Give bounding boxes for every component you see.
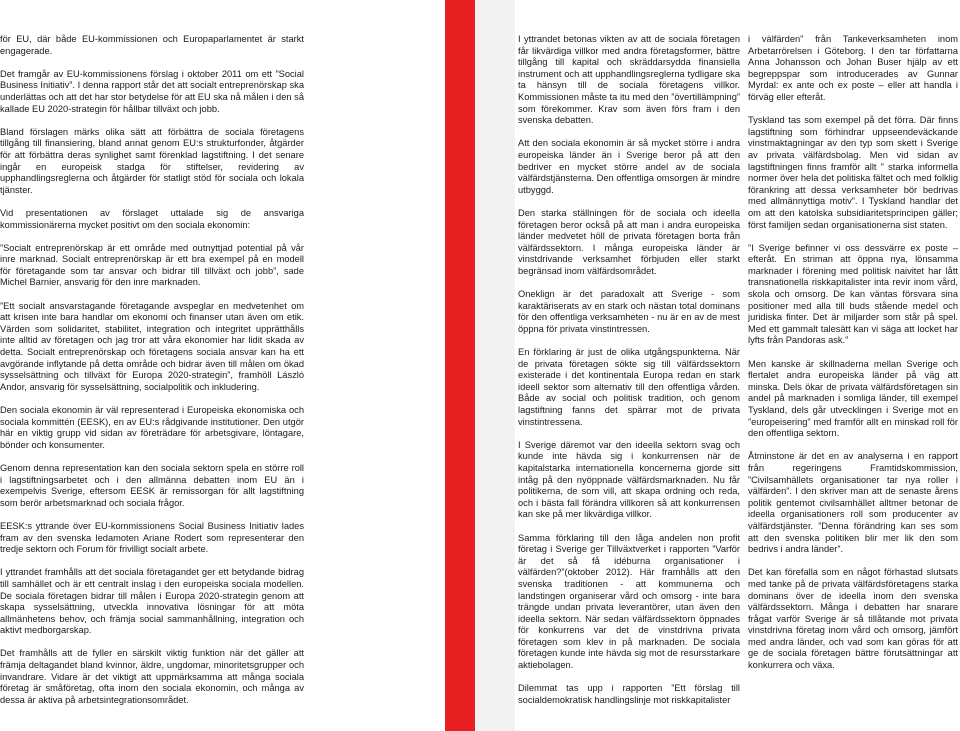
right-page xyxy=(515,0,960,731)
paragraph: Vid presentationen av förslaget uttalade sig de ansvariga kommissionärerna mycket positivt om den sociala ekonomin: xyxy=(0,207,304,230)
paragraph: Tyskland tas som exempel på det förra. Där finns lagstiftning som förhindrar uppseendeväckande vinstmaktagningar av den typ som skett i Sverige av privata välfärdsbolag. Men vid sidan av lagstiftningen finns framför allt ” starka informella normer över hela det politiska fältet och med folklig förankring att dessa verksamheter bör bedrivas med allmännyttiga motiv”. I Tyskland handlar det om att den katolska subsidiaritetsprincipen gäller; först familjen sedan organisationerna sist staten. xyxy=(748,115,958,230)
right-text-column xyxy=(748,34,958,683)
paragraph: Den starka ställningen för de sociala och ideella företagen beror också på att man i andra europeiska länder medvetet höll de privata företagen borta från välfärdssektorn. I många europeiska länder är vinstdrivande verksamhet förbjuden eller starkt begränsad inom välfärdsområdet. xyxy=(518,207,740,276)
paragraph: EESK:s yttrande över EU-kommissionens Social Business Initiativ lades fram av den svenska ledamoten Ariane Rodert som representerar den tredje sektorn och Forum för frivilligt socialt arbete. xyxy=(0,520,304,555)
paragraph: Det kan förefalla som en något förhastad slutsats med tanke på de privata välfärdsföretagens starka dominans över de ideella inom den svenska välfärdssektorn. Många i debatten har snarare frågat varför Sverige är så tillåtande mot privata vinstdrivna företag inom vård och omsorg, jämfört med andra länder, och vad som kan göras för att ge de sociala företagen bättre förutsättningar att konkurrera och växa. xyxy=(748,567,958,671)
left-page xyxy=(0,0,445,731)
paragraph: Dilemmat tas upp i rapporten ”Ett förslag till socialdemokratisk handlingslinje mot riskkapitalister xyxy=(518,683,740,705)
paragraph: ”Socialt entreprenörskap är ett område med outnyttjad potential på vår inre marknad. Socialt entreprenörskap är ett bra exempel på en modell för företagande som tar ansvar och bidrar till tillväxt och jobb”, sade Michel Barnier, ansvarig för den inre marknaden. xyxy=(0,242,304,288)
paragraph: ”I Sverige befinner vi oss dessvärre ex poste – efteråt. En striman att öppna nya, lönsamma marknader i förening med politisk naivitet har lått transnationella riskkapitalister inta revir inom vård, skola och omsorg. De kan väntas försvara sina positioner med alla till buds stående medel och juridiska finter. Det är miljarder som står på spel. Med ett gammalt talesätt kan vi säga att locket har lyfts från Pandoras ask.” xyxy=(748,242,958,346)
paragraph: i välfärden” från Tankeverksamheten inom Arbetarrörelsen i Göteborg. I den tar författarna Anna Johansson och Johan Buser hjälp av ett begreppspar som introducerades av Gunnar Myrdal: ex ante och ex poste – eller att handla i förväg eller efteråt. xyxy=(748,34,958,102)
paragraph: Genom denna representation kan den sociala sektorn spela en större roll i lagstiftningsarbetet och i den allmänna debatten inom EU än i exempelvis Sverige, eftersom EESK är remissorgan för allt lagstiftning som berör arbetsmarknad och sociala frågor. xyxy=(0,462,304,508)
paragraph: Samma förklaring till den låga andelen non profit företag i Sverige ger Tillväxtverket i rapporten ”Varför är det så få idéburna organisationer i välfärden?”(oktober 2012). Här framhålls att den svenska traditionen - att kommunerna och landstingen organiserar vård och omsorg - inte bara trängde undan privata leverantörer, utan även den ideella sektorn. När sedan välfärdssektorn öppnades för konkurrens var det de vinstdrivna privata företagen som klev in på marknaden. De sociala företagen kunde inte hävda sig mot de resursstarkare aktiebolagen. xyxy=(518,532,740,671)
left-text-column xyxy=(0,34,304,718)
paragraph: I yttrandet betonas vikten av att de sociala företagen får likvärdiga villkor med andra företagsformer, bättre tillgång till kapital och skräddarsydda finansiella instrument och att upphandlingsreglerna tydligare ska ta hänsyn till de sociala företagens villkor. Kommissionen måste ta itu med den ”övertillämpning” som förekommer. Krav som även förs fram i den svenska debatten. xyxy=(518,34,740,126)
paragraph: Den sociala ekonomin är väl representerad i Europeiska ekonomiska och sociala kommittén (EESK), en av EU:s rådgivande institutioner. Den utgör här en viktig grupp vid sidan av företrädare för arbetsgivare, löntagare, bönder och konsumenter. xyxy=(0,405,304,450)
paragraph: Det framhålls att de fyller en särskilt viktig funktion när det gäller att främja deltagandet bland kvinnor, äldre, ungdomar, minoritetsgrupper och invandrare. Vidare är det viktigt att uppmärksamma att många sociala företag är småföretag, ofta inom den sociala ekonomin, och många av dessa är aktiva på arbetsintegrationsområdet. xyxy=(0,648,304,705)
page-gutter xyxy=(475,0,515,731)
paragraph: Det framgår av EU-kommissionens förslag i oktober 2011 om ett ”Social Business Initiativ”. I denna rapport står det att socialt entreprenörskap ska underlättas och att det har stor betydelse för att EU ska nå målen i den så kallade EU 2020-strategin för hållbar tillväxt och jobb. xyxy=(0,68,304,114)
paragraph: för EU, där både EU-kommissionen och Europaparlamentet är starkt engagerade. xyxy=(0,34,304,56)
red-accent-band xyxy=(445,0,475,731)
paragraph: Bland förslagen märks olika sätt att förbättra de sociala företagens tillgång till finansiering, bland annat genom EU:s strukturfonder, åtgärder för att förbättra deras synlighet samt förenklad lagstiftning. I det senare ingår en europeisk stadga för stiftelser, revidering av upphandlingsreglerna och åtgärder för statligt stöd för sociala och lokala tjänster. xyxy=(0,126,304,195)
paragraph: Men kanske är skillnaderna mellan Sverige och flertalet andra europeiska länder på väg att minska. Dels ökar de privata välfärdsföretagen sin andel på marknaden i somliga länder, till exempel Tyskland, dels går utvecklingen i Sverige mot en ”europeisering” med framför allt en minskad roll för den offentliga sektorn. xyxy=(748,358,958,439)
paragraph: Åtminstone är det en av analyserna i en rapport från regeringens Framtidskommission, ”Civilsamhällets organisationer tar nya roller i välfärden”. I den skriver man att de senaste årens politik gentemot civilsamhället alltmer betonar de ideella organisationers roll som producenter av välfärdstjänster. ”Denna förändring kan ses som att den svenska politiken blir mer lik den som bedrivs i andra länder”. xyxy=(748,451,958,555)
paragraph: Oneklign är det paradoxalt att Sverige - som karaktäriserats av en stark och nästan total dominans för den offentliga verksamheten - nu är en av de mest öppna för privata vinstintressen. xyxy=(518,289,740,334)
paragraph: I yttrandet framhålls att det sociala företagandet ger ett betydande bidrag till samhället och är ett centralt inslag i den europeiska sociala modellen. De sociala företagen bidrar till målen i Europa 2020-strategin genom att skapa sysselsättning, utveckla innovativa lösningar för att möta allmänhetens behov, och främja social sammanhållning, integration och aktivt medborgarskap. xyxy=(0,567,304,636)
paragraph: En förklaring är just de olika utgångspunkterna. När de privata företagen sökte sig till välfärdssektorn existerade i det kontinentala Europa redan en stark ideell sektor som alternativ till den offentliga vården. Både av social och politisk tradition, och genom lagstiftning fanns det spärrar mot de privata vinstintressena. xyxy=(518,347,740,427)
paragraph: ”Ett socialt ansvarstagande företagande avspeglar en medvetenhet om att krisen inte bara handlar om ekonomi och finanser utan även om etik. Värden som solidaritet, stabilitet, integration och integritet upprätthålls inte alltid av företagen och jag tror att våra ekonomier har lidit skada av detta. Socialt entreprenörskap och företagens sociala ansvar kan ha ett avgörande inflytande på detta område och bidrar även till målen om ökad sysselsättning och tillväxt för Europa 2020-strategin”, framhöll László Andor, ansvarig för sysselsättning, socialpolitik och inkludering. xyxy=(0,300,304,392)
middle-text-column xyxy=(518,34,740,718)
paragraph: Att den sociala ekonomin är så mycket större i andra europeiska länder än i Sverige beror på att den bedriver en mycket större andel av de sociala välfärdstjänsterna. Den offentliga omsorgen är mindre utbyggd. xyxy=(518,138,740,195)
paragraph: I Sverige däremot var den ideella sektorn svag och kunde inte hävda sig i konkurrensen när de kapitalstarka internationella koncernerna gjorde sitt intåg på den nyöppnade välfärdsmarknaden. Nu får politikerna, de som vill, att skapa ordning och reda, och i bästa fall förändra villkoren så att konkurrensen kan ske på mer likvärdiga villkor. xyxy=(518,439,740,520)
